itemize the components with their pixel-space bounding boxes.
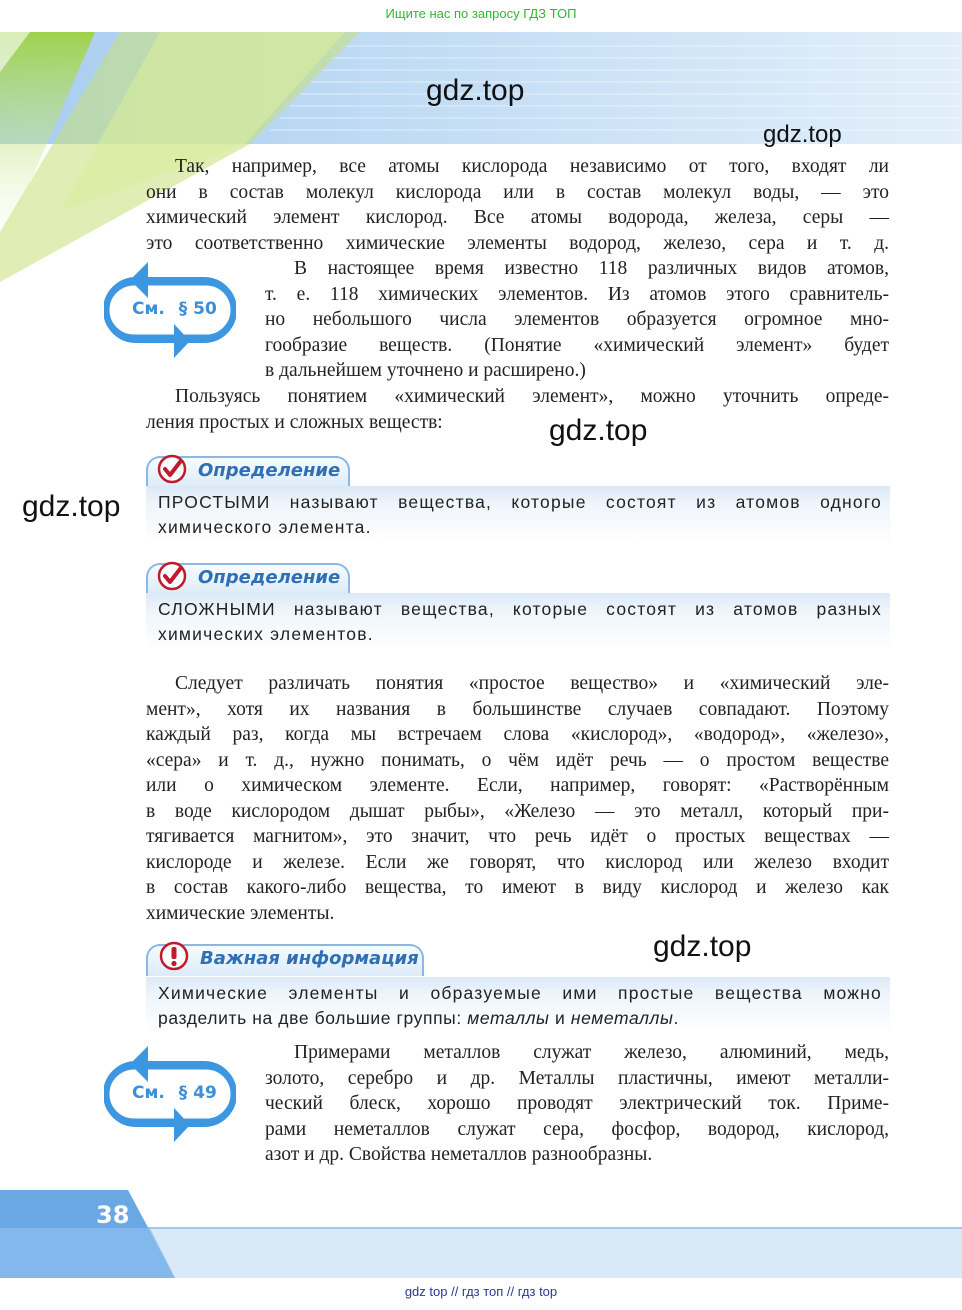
important-info-box (146, 944, 890, 1036)
section-number: § 49 (178, 1083, 217, 1103)
paragraph-atoms-oxygen (146, 154, 889, 256)
page-number: 38 (96, 1201, 130, 1229)
text-line: химических элементов. (158, 624, 374, 644)
text-line: но небольшого числа элементов образуется огромное мно- (265, 309, 889, 330)
watermark: gdz.top (426, 74, 525, 107)
text-line: Так, например, все атомы кислорода независимо от того, входят ли (175, 156, 889, 177)
text-line: рами неметаллов служат сера, фосфор, водород, кислород, (265, 1118, 889, 1140)
text-line: в воде кислородом дышат рыбы», «Железо — это металл, который при- (146, 800, 889, 822)
definition-body (146, 593, 890, 651)
text-line: или о химическом элементе. Если, например, говорят: «Растворённым (146, 775, 889, 796)
text-line: химические элементы. (146, 902, 335, 924)
text-line: т. е. 118 химических элементов. Из атомов этого сравнитель- (265, 283, 889, 305)
watermark: gdz.top (22, 490, 121, 523)
definition-title: Определение (198, 567, 341, 588)
see-prefix: См. (132, 299, 165, 319)
text-line: ческий блеск, хорошо проводят электрический ток. Приме- (265, 1093, 889, 1114)
text-line: ления простых и сложных веществ: (146, 411, 443, 433)
text-line: В настоящее время известно 118 различных видов атомов, (294, 258, 889, 279)
text-line: «сера» и т. д., нужно понимать, о чём идёт речь — о простом веществе (146, 749, 889, 771)
text-line: Пользуясь понятием «химический элемент», можно уточнить опреде- (175, 386, 889, 407)
text-line (158, 1006, 882, 1031)
see-section-50-badge[interactable] (104, 262, 236, 362)
text-fragment: и (549, 1008, 571, 1028)
term-nonmetals: неметаллы (570, 1008, 674, 1028)
text-line: химического элемента. (158, 517, 372, 537)
important-body (146, 977, 890, 1035)
important-title: Важная информация (200, 948, 419, 969)
definition-body (146, 486, 890, 544)
exclamation-icon (158, 940, 190, 972)
watermark: gdz.top (653, 930, 752, 963)
text-fragment: . (673, 1008, 679, 1028)
definition-complex-substances (146, 563, 890, 655)
definition-title: Определение (198, 460, 341, 481)
text-line: кислороде и железе. Если же говорят, что кислород или железо входит (146, 851, 889, 873)
paragraph-definitions-intro (146, 384, 889, 435)
text-line: это соответственно химические элементы водород, железо, сера и т. д. (146, 232, 889, 254)
text-line: Примерами металлов служат железо, алюминий, медь, (294, 1042, 889, 1063)
watermark: gdz.top (763, 121, 842, 148)
paragraph-metals-nonmetals (265, 1040, 889, 1168)
definition-simple-substances (146, 456, 890, 548)
paragraph-distinguish-concepts (146, 671, 889, 926)
see-section-49-badge[interactable] (104, 1046, 236, 1146)
text-line: Следует различать понятия «простое вещество» и «химический эле- (175, 673, 889, 694)
checkmark-icon (156, 560, 188, 592)
text-line: СЛОЖНЫМИ называют вещества, которые состоят из атомов разных (158, 599, 882, 619)
text-line: тягивается магнитом», это значит, что речь идёт о простых веществах — (146, 826, 889, 847)
text-line: гообразие веществ. (Понятие «химический элемент» будет (265, 334, 889, 356)
text-fragment: разделить на две большие группы: (158, 1008, 468, 1028)
paragraph-118-elements (265, 256, 889, 384)
top-search-note: Ищите нас по запросу ГДЗ ТОП (385, 6, 577, 21)
text-line: мент», хотя их названия в большинстве случаев совпадают. Поэтому (146, 698, 889, 720)
footer-band (0, 1190, 962, 1278)
text-line: золото, серебро и др. Металлы пластичны, имеют металли- (265, 1067, 889, 1089)
text-line: ПРОСТЫМИ называют вещества, которые состоят из атомов одного (158, 492, 882, 512)
watermark: gdz.top (549, 414, 648, 447)
text-line: в дальнейшем уточнено и расширено.) (265, 360, 586, 381)
text-line: химический элемент кислород. Все атомы водорода, железа, серы — (146, 207, 889, 228)
text-line: они в состав молекул кислорода или в состав молекул воды, — это (146, 181, 889, 203)
checkmark-icon (156, 453, 188, 485)
text-line: азот и др. Свойства неметаллов разнообразны. (265, 1144, 653, 1165)
see-prefix: См. (132, 1083, 165, 1103)
term-metals: металлы (467, 1008, 550, 1028)
text-line: в состав какого-либо вещества, то имеют в виду кислород и железо как (146, 877, 889, 898)
text-line: Химические элементы и образуемые ими простые вещества можно (158, 983, 882, 1003)
bottom-note: gdz top // гдз топ // гдз top (404, 1284, 558, 1299)
text-line: каждый раз, когда мы встречаем слова «кислород», «водород», «железо», (146, 724, 889, 745)
section-number: § 50 (178, 299, 217, 319)
